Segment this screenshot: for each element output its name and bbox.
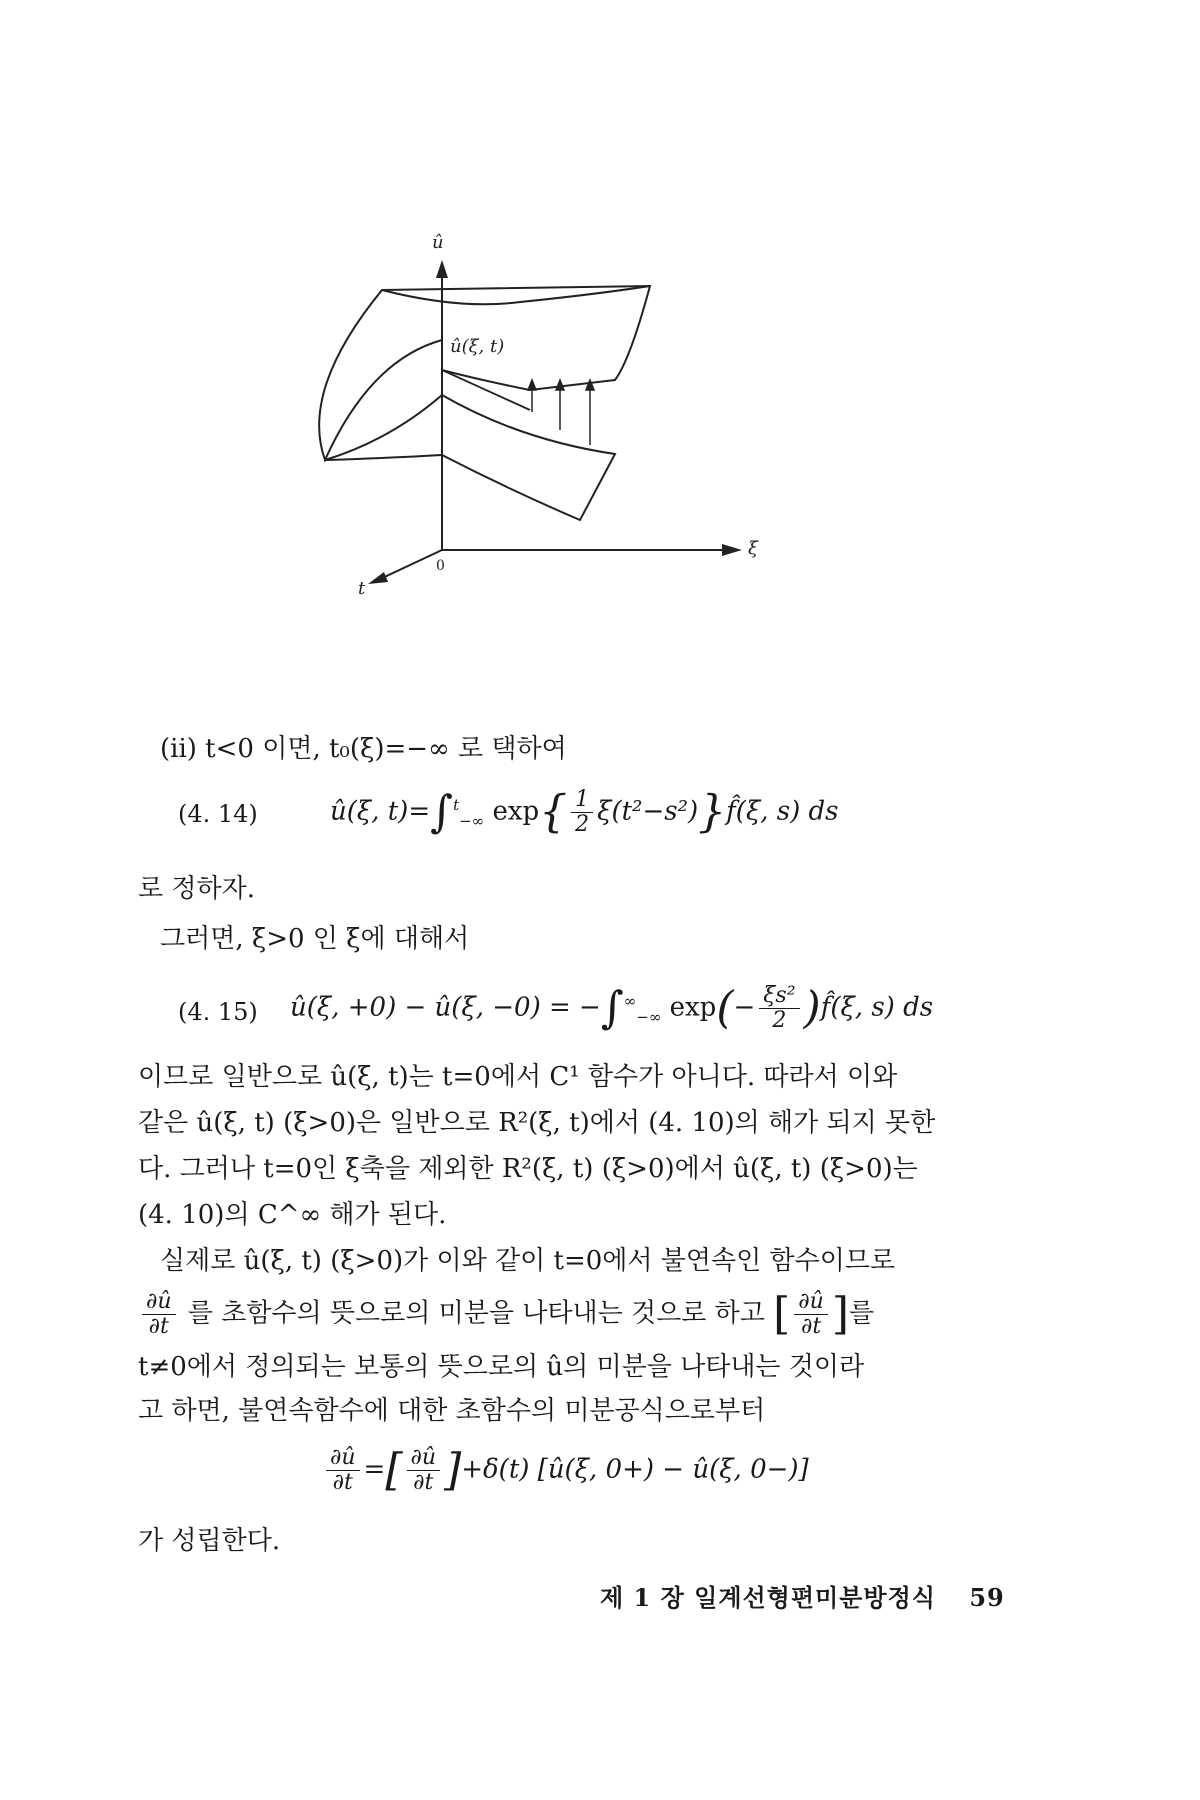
page-number: 59 [969,1583,1005,1612]
paragraph2-line2-end: 를 [849,1298,875,1329]
eq-4-14-lhs: û(ξ, t)= [330,796,431,827]
eq-4-14-exp: exp [492,796,540,827]
eq-4-15-frac-num: ξs² [759,984,799,1009]
eq-4-14-inner: ξ(t²−s²) [597,796,699,827]
brace-close: } [698,786,727,838]
eq-4-14-upper: t [453,796,460,815]
paragraph2-line2 [138,1290,874,1339]
paragraph2-frac-2 [794,1290,828,1339]
paragraph2-frac-1 [142,1290,176,1339]
equation-number-4-14: (4. 14) [178,800,258,828]
xi-axis-arrow [722,544,742,556]
surface-diagram [260,240,900,700]
frac-den: ∂t [148,1314,169,1340]
final-frac-2 [407,1446,441,1495]
t-axis-arrow [368,572,388,584]
integral-sign: ∫ [600,982,624,1034]
paragraph2-line2-text: 를 초함수의 뜻으로의 미분을 나타내는 것으로 하고 [187,1298,765,1329]
paragraph2-line3: t≠0에서 정의되는 보통의 뜻으로의 û의 미분을 나타내는 것이라 [138,1352,865,1382]
paragraph1-line1: 이므로 일반으로 û(ξ, t)는 t=0에서 C¹ 함수가 아니다. 따라서 이와 [138,1062,898,1092]
then-line: 그러면, ξ>0 인 ξ에 대해서 [160,924,470,954]
bracket-open: [ [773,1288,791,1340]
t-axis-label: t [358,578,366,599]
frac-num: ∂û [794,1290,828,1315]
integral-sign: ∫ [430,786,454,838]
final-equation-tail: +δ(t) [û(ξ, 0+) − û(ξ, 0−)] [461,1454,809,1485]
frac-num: ∂û [326,1446,360,1471]
surface-label: û(ξ, t) [450,336,505,357]
equation-4-14 [330,788,839,837]
frac-den: ∂t [800,1314,822,1340]
frac-num: ∂û [142,1290,176,1315]
paren-close: ) [803,982,821,1034]
running-footer [600,1578,1005,1613]
eq-4-15-lhs: û(ξ, +0) − û(ξ, −0) = − [290,992,601,1023]
paren-open: ( [716,982,734,1034]
case-ii-line: (ii) t<0 이면, t₀(ξ)=−∞ 로 택하여 [160,734,567,764]
t-axis [378,550,442,580]
paragraph2-line1: 실제로 û(ξ, t) (ξ>0)가 이와 같이 t=0에서 불연속인 함수이므로 [160,1246,896,1276]
eq-4-14-frac-den: 2 [575,812,590,838]
eq-4-14-lower: −∞ [459,811,485,830]
final-frac-1 [326,1446,360,1495]
surface-figure [260,232,900,700]
upper-surface [319,286,650,460]
eq-4-15-exp: exp [669,992,717,1023]
paragraph1-line4: (4. 10)의 C^∞ 해가 된다. [138,1200,447,1230]
equation-4-15: û(ξ, +0) − û(ξ, $-0) = -\int^\infty_{-\infty}$ exp(− $\frac{\text{ξs²}}{2}$ )f̂(ξ, s) ds [290,982,934,1034]
final-equation: $\frac{\partial û}{\partial t}$ =[ $\frac{\partial û}{\partial t}$ ]+δ(t) [û(ξ, 0+) − û(ξ, 0−)] [322,1446,809,1495]
paragraph2-line4: 고 하면, 불연속함수에 대한 초함수의 미분공식으로부터 [138,1396,766,1426]
frac-num: ∂û [407,1446,441,1471]
frac-den: ∂t [332,1470,353,1496]
define-line: 로 정하자. [138,874,255,904]
eq-4-15-tail: f̂(ξ, s) ds [820,992,934,1023]
xi-axis-label: ξ [748,538,758,559]
eq-4-14-tail: f̂(ξ, s) ds [726,796,839,827]
frac-den: ∂t [413,1470,434,1496]
paragraph1-line3: 다. 그러나 t=0인 ξ축을 제외한 R²(ξ, t) (ξ>0)에서 û(ξ, t) (ξ>0)는 [138,1154,918,1184]
bracket-open: [ [385,1444,403,1496]
eq-4-15-frac [759,984,799,1033]
equation-number-4-15: (4. 15) [178,998,258,1026]
eq-4-15-upper: ∞ [623,992,637,1011]
chapter-title: 제 1 장 일계선형편미분방정식 [600,1583,936,1612]
eq-4-14-frac [571,788,593,837]
bracket-close: ] [444,1444,462,1496]
eq-4-14-frac-num: 1 [571,788,593,813]
paragraph1-line2: 같은 û(ξ, t) (ξ>0)은 일반으로 R²(ξ, t)에서 (4. 10)의 해가 되지 못한 [138,1108,936,1138]
bracket-close: ] [831,1288,849,1340]
origin-label: 0 [436,558,445,574]
holds-line: 가 성립한다. [138,1526,281,1556]
brace-open: { [539,786,568,838]
lower-surface [325,395,615,520]
eq-4-15-frac-den: 2 [772,1008,787,1034]
u-axis-arrow [436,260,448,278]
jump-line [442,370,530,410]
u-axis-label: û [432,232,444,253]
eq-4-15-lower: −∞ [636,1007,662,1026]
